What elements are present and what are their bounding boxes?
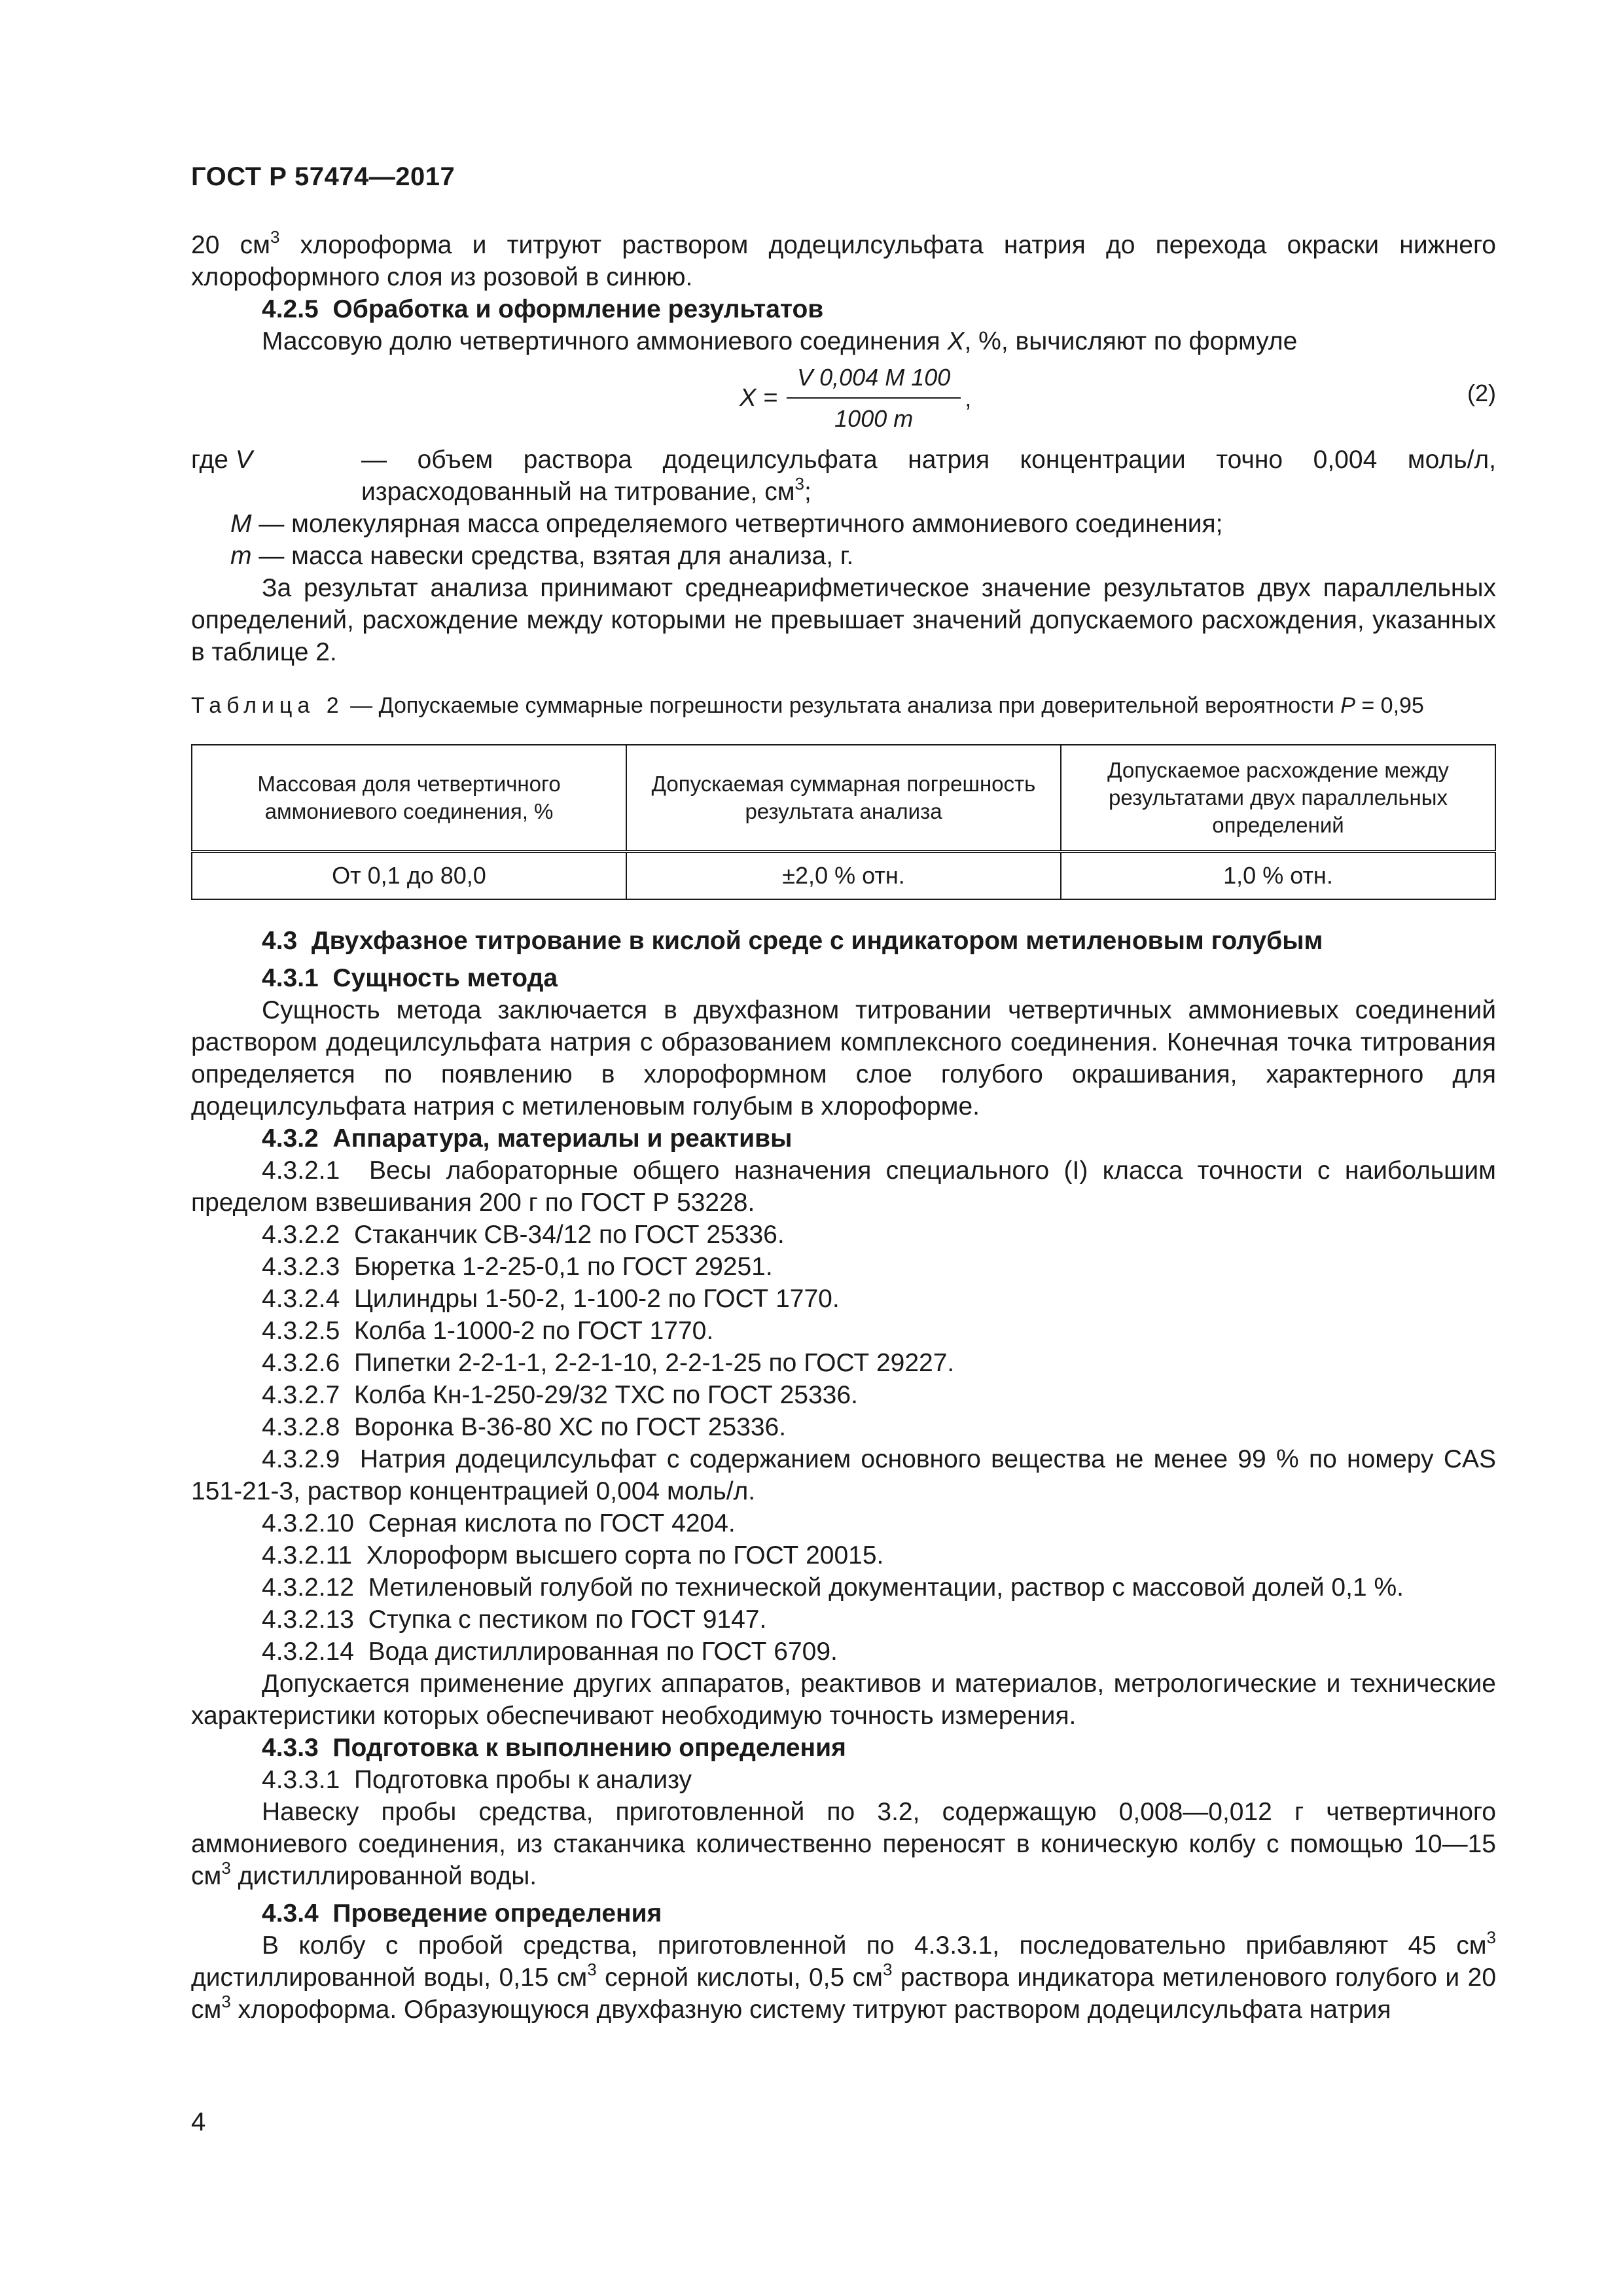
list-item: 4.3.2.1 Весы лабораторные общего назначения специального (I) класса точности с наибольшим пределом взвешивания 200 г по ГОСТ Р 53228. [191,1157,1496,1217]
legend-item: m — масса навески средства, взятая для анализа, г. [230,542,854,570]
list-item: 4.3.2.11 Хлороформ высшего сорта по ГОСТ 20015. [262,1541,884,1570]
section-heading-4-3-4: 4.3.4 Проведение определения [262,1899,662,1928]
formula-legend [191,444,1496,572]
formula-block [191,357,1496,444]
list-item: 4.3.2.13 Ступка с пестиком по ГОСТ 9147. [262,1605,767,1634]
table-cell: ±2,0 % отн. [626,852,1061,899]
list-item: 4.3.2.10 Серная кислота по ГОСТ 4204. [262,1509,736,1537]
list-item: 4.3.2.5 Колба 1-1000-2 по ГОСТ 1770. [262,1317,714,1345]
table-row [192,852,1495,899]
table-caption: Таблица 2 — Допускаемые суммарные погрешности результата анализа при доверительной вероятности P = 0,95 [191,693,1424,718]
tolerance-table [191,744,1496,900]
table-header-cell: Допускаемое расхождение между результатами двух параллельных определений [1061,745,1495,852]
paragraph-formula-intro: Массовую долю четвертичного аммониевого соединения X, %, вычисляют по формуле [262,327,1298,355]
list-item: 4.3.2.6 Пипетки 2-2-1-1, 2-2-1-10, 2-2-1-25 по ГОСТ 29227. [262,1349,955,1377]
table-header-row [192,745,1495,852]
legend-item: где V — объем раствора додецилсульфата натрия концентрации точно 0,004 моль/л, израсходованный на титрование, $см^3$; [191,446,1496,506]
paragraph-sample-prep: Навеску пробы средства, приготовленной по 3.2, содержащую 0,008—0,012 г четвертичного аммониевого соединения, из стаканчика количественно переносят в коническую колбу с помощью 10—15 $см^3$ дистиллированной воды. [191,1798,1496,1890]
section-heading-4-3: 4.3 Двухфазное титрование в кислой среде с индикатором метиленовым голубым [262,927,1323,955]
legend-item: M — молекулярная масса определяемого четвертичного аммониевого соединения; [230,510,1223,538]
paragraph-alternatives: Допускается применение других аппаратов, реактивов и материалов, метрологические и технические характеристики которых обеспечивают необходимую точность измерения. [191,1670,1496,1730]
list-item: 4.3.2.3 Бюретка 1-2-25-0,1 по ГОСТ 29251. [262,1253,773,1281]
paragraph-procedure: В колбу с пробой средства, приготовленной по 4.3.3.1, последовательно прибавляют 45 $см^3$ дистиллированной воды, 0,15 $см^3$ серной кислоты, 0,5 $см^3$ раствора индикатора метиленового голубого и 20 $см^3$ хлороформа. Образующуюся двухфазную систему титруют раствором додецилсульфата натрия [191,1928,1497,2024]
table-cell: 1,0 % отн. [1061,852,1495,899]
list-item: 4.3.2.14 Вода дистиллированная по ГОСТ 6709. [262,1638,838,1666]
list-item: 4.3.2.8 Воронка В-36-80 ХС по ГОСТ 25336. [262,1413,787,1441]
section-heading-4-3-3: 4.3.3 Подготовка к выполнению определения [262,1734,846,1762]
table-cell: От 0,1 до 80,0 [192,852,626,899]
section-heading-4-3-2: 4.3.2 Аппаратура, материалы и реактивы [262,1124,793,1153]
formula-fraction [787,361,961,435]
list-item: 4.3.2.12 Метиленовый голубой по технической документации, раствор с массовой долей 0,1 %. [262,1573,1404,1602]
paragraph-method: Сущность метода заключается в двухфазном титровании четвертичных аммониевых соединений раствором додецилсульфата натрия с образованием комплексного соединения. Конечная точка титрования определяется по появлению в хлороформном слое голубого окрашивания, характерного для додецилсульфата натрия с метиленовым голубым в хлороформе. [191,996,1496,1121]
paragraph-result: За результат анализа принимают среднеарифметическое значение результатов двух параллельных определений, расхождение между которыми не превышает значений допускаемого расхождения, указанных в таблице 2. [191,574,1496,666]
equation-number: (2) [1467,380,1496,406]
page-body [191,229,1496,2026]
list-item: 4.3.2.7 Колба Кн-1-250-29/32 ТХС по ГОСТ 25336. [262,1381,858,1409]
page-number: 4 [191,2108,206,2136]
paragraph-continuation: 20 $см^3$ хлороформа и титруют раствором додецилсульфата натрия до перехода окраски нижнего хлороформного слоя из розовой в синюю. [191,227,1496,291]
list-item: 4.3.2.2 Стаканчик СВ-34/12 по ГОСТ 25336. [262,1221,785,1249]
formula-denominator: 1000 m [834,405,914,432]
formula-numerator: V 0,004 M 100 [787,361,961,399]
section-heading-4-2-5: 4.2.5 Обработка и оформление результатов [262,295,824,323]
subsection-4-3-3-1: 4.3.3.1 Подготовка пробы к анализу [262,1766,692,1794]
formula-lhs: X = [740,384,778,412]
table-header-cell: Массовая доля четвертичного аммониевого соединения, % [192,745,626,852]
document-header: ГОСТ Р 57474—2017 [191,162,455,191]
formula: X = $\frac{V 0,004 M 100}{1000 m}$ , [740,361,971,435]
list-item: 4.3.2.9 Натрия додецилсульфат с содержанием основного вещества не менее 99 % по номеру CAS 151-21-3, раствор концентрацией 0,004 моль/л. [191,1445,1497,1505]
list-item: 4.3.2.4 Цилиндры 1-50-2, 1-100-2 по ГОСТ 1770. [262,1285,840,1313]
section-heading-4-3-1: 4.3.1 Сущность метода [262,964,558,992]
table-header-cell: Допускаемая суммарная погрешность результата анализа [626,745,1061,852]
